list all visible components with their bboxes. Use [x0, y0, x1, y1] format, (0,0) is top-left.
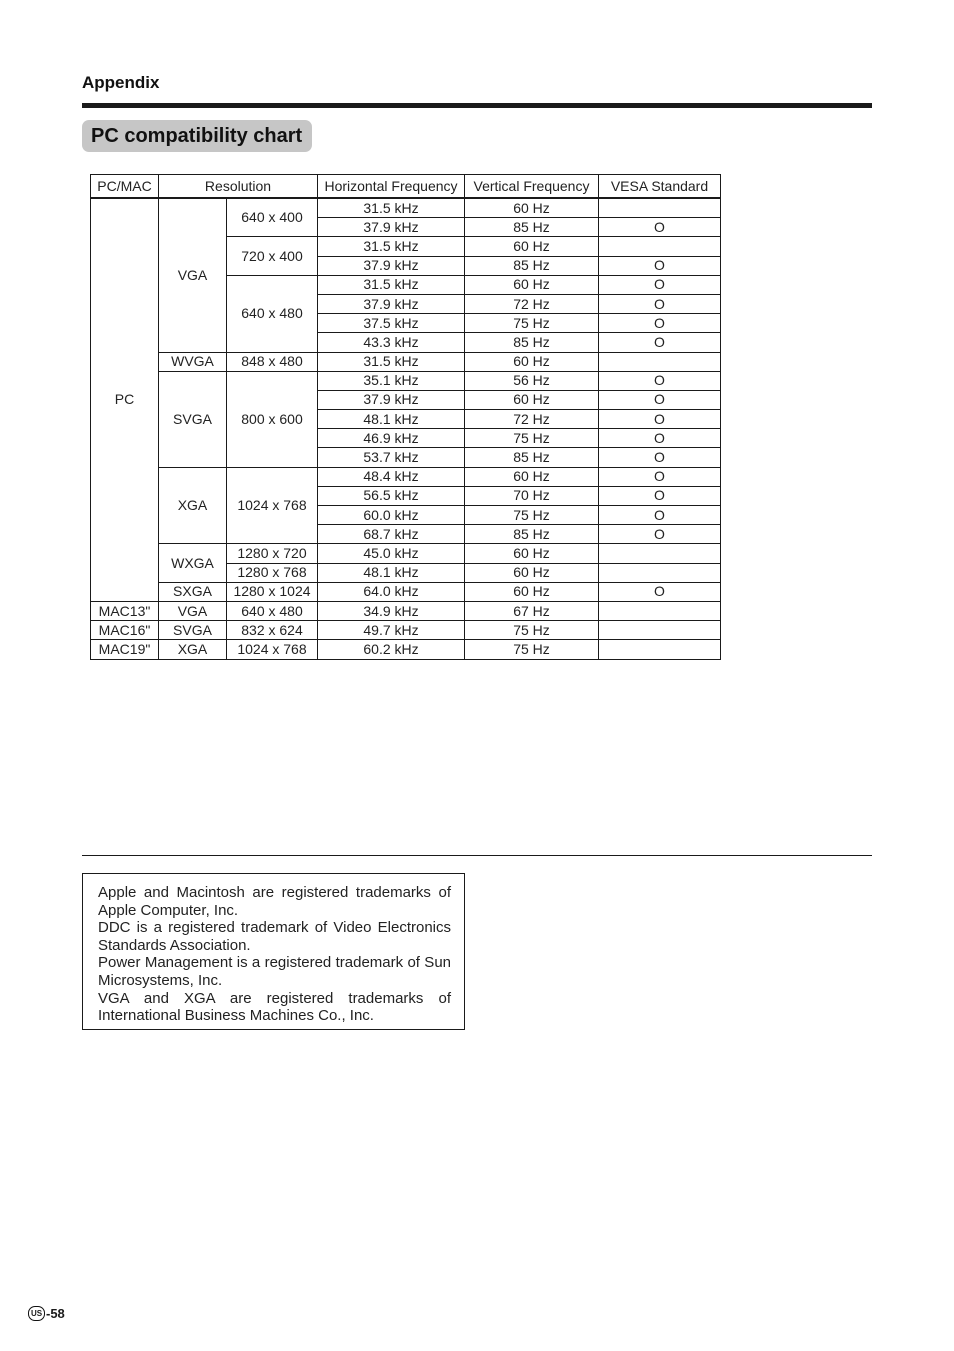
- notice-ddc: DDC is a registered trademark of Video Electronics Standards Association.: [98, 919, 451, 954]
- vertical-frequency-cell: 85 Hz: [465, 218, 599, 237]
- vesa-standard-cell: [599, 640, 721, 659]
- horizontal-frequency-cell: 37.9 kHz: [318, 256, 465, 275]
- vesa-standard-cell: O: [599, 314, 721, 333]
- mode-cell: VGA: [159, 198, 227, 352]
- resolution-cell: 832 x 624: [227, 621, 318, 640]
- resolution-cell: 1280 x 720: [227, 544, 318, 563]
- notice-vga-xga: VGA and XGA are registered trademarks of International Business Machines Co., Inc.: [98, 989, 451, 1025]
- vesa-standard-cell: [599, 544, 721, 563]
- vesa-standard-cell: O: [599, 390, 721, 409]
- vertical-frequency-cell: 85 Hz: [465, 448, 599, 467]
- vesa-standard-cell: O: [599, 218, 721, 237]
- horizontal-frequency-cell: 35.1 kHz: [318, 371, 465, 390]
- page-number-text: -58: [46, 1306, 65, 1321]
- header-horizontal-frequency: Horizontal Frequency: [318, 175, 465, 199]
- table-row: [91, 621, 721, 640]
- table-row: [91, 467, 721, 486]
- machine-cell: MAC19": [91, 640, 159, 659]
- vesa-standard-cell: [599, 563, 721, 582]
- vertical-frequency-cell: 60 Hz: [465, 275, 599, 294]
- table-header-row: [91, 175, 721, 199]
- section-divider: [82, 855, 872, 856]
- horizontal-frequency-cell: 48.1 kHz: [318, 563, 465, 582]
- mode-cell: SVGA: [159, 621, 227, 640]
- vertical-frequency-cell: 75 Hz: [465, 429, 599, 448]
- horizontal-frequency-cell: 45.0 kHz: [318, 544, 465, 563]
- resolution-cell: 1024 x 768: [227, 467, 318, 544]
- vesa-standard-cell: [599, 237, 721, 256]
- table-row: [91, 601, 721, 620]
- resolution-cell: 1024 x 768: [227, 640, 318, 659]
- resolution-cell: 640 x 400: [227, 198, 318, 237]
- machine-cell: MAC13": [91, 601, 159, 620]
- notice-power-management: Power Management is a registered trademark of Sun Microsystems, Inc.: [98, 954, 451, 989]
- vesa-standard-cell: O: [599, 371, 721, 390]
- vesa-standard-cell: O: [599, 410, 721, 429]
- vesa-standard-cell: O: [599, 294, 721, 313]
- table-row: [91, 582, 721, 601]
- vertical-frequency-cell: 85 Hz: [465, 256, 599, 275]
- horizontal-frequency-cell: 34.9 kHz: [318, 601, 465, 620]
- horizontal-frequency-cell: 37.9 kHz: [318, 218, 465, 237]
- resolution-cell: 800 x 600: [227, 371, 318, 467]
- resolution-cell: 1280 x 768: [227, 563, 318, 582]
- vesa-standard-cell: [599, 621, 721, 640]
- section-label: Appendix: [82, 73, 160, 92]
- vesa-standard-cell: O: [599, 486, 721, 505]
- region-badge: US: [28, 1306, 45, 1321]
- machine-cell: PC: [91, 198, 159, 601]
- resolution-cell: 1280 x 1024: [227, 582, 318, 601]
- vesa-standard-cell: [599, 601, 721, 620]
- horizontal-frequency-cell: 31.5 kHz: [318, 275, 465, 294]
- mode-cell: VGA: [159, 601, 227, 620]
- vertical-frequency-cell: 60 Hz: [465, 467, 599, 486]
- horizontal-frequency-cell: 68.7 kHz: [318, 525, 465, 544]
- vesa-standard-cell: O: [599, 448, 721, 467]
- vesa-standard-cell: O: [599, 525, 721, 544]
- mode-cell: XGA: [159, 640, 227, 659]
- resolution-cell: 640 x 480: [227, 601, 318, 620]
- vesa-standard-cell: O: [599, 275, 721, 294]
- header-rule: [82, 103, 872, 108]
- table-row: [91, 371, 721, 390]
- vertical-frequency-cell: 60 Hz: [465, 544, 599, 563]
- horizontal-frequency-cell: 56.5 kHz: [318, 486, 465, 505]
- vesa-standard-cell: [599, 198, 721, 218]
- horizontal-frequency-cell: 31.5 kHz: [318, 198, 465, 218]
- vertical-frequency-cell: 75 Hz: [465, 506, 599, 525]
- horizontal-frequency-cell: 37.9 kHz: [318, 294, 465, 313]
- vertical-frequency-cell: 60 Hz: [465, 563, 599, 582]
- vertical-frequency-cell: 67 Hz: [465, 601, 599, 620]
- table-row: [91, 198, 721, 218]
- page-number: [28, 1306, 65, 1321]
- vertical-frequency-cell: 75 Hz: [465, 621, 599, 640]
- header-vesa-standard: VESA Standard: [599, 175, 721, 199]
- vertical-frequency-cell: 85 Hz: [465, 333, 599, 352]
- horizontal-frequency-cell: 48.4 kHz: [318, 467, 465, 486]
- mode-cell: WXGA: [159, 544, 227, 582]
- horizontal-frequency-cell: 46.9 kHz: [318, 429, 465, 448]
- table-row: [91, 640, 721, 659]
- table-body: [91, 198, 721, 659]
- horizontal-frequency-cell: 64.0 kHz: [318, 582, 465, 601]
- header-resolution: Resolution: [159, 175, 318, 199]
- horizontal-frequency-cell: 49.7 kHz: [318, 621, 465, 640]
- mode-cell: SVGA: [159, 371, 227, 467]
- resolution-cell: 848 x 480: [227, 352, 318, 371]
- horizontal-frequency-cell: 48.1 kHz: [318, 410, 465, 429]
- resolution-cell: 720 x 400: [227, 237, 318, 275]
- vertical-frequency-cell: 72 Hz: [465, 294, 599, 313]
- compatibility-table: [90, 174, 721, 660]
- vesa-standard-cell: O: [599, 429, 721, 448]
- vesa-standard-cell: O: [599, 333, 721, 352]
- mode-cell: SXGA: [159, 582, 227, 601]
- mode-cell: WVGA: [159, 352, 227, 371]
- mode-cell: XGA: [159, 467, 227, 544]
- resolution-cell: 640 x 480: [227, 275, 318, 352]
- vertical-frequency-cell: 85 Hz: [465, 525, 599, 544]
- table-row: [91, 352, 721, 371]
- header-pc-mac: PC/MAC: [91, 175, 159, 199]
- horizontal-frequency-cell: 60.0 kHz: [318, 506, 465, 525]
- vesa-standard-cell: O: [599, 506, 721, 525]
- vesa-standard-cell: [599, 352, 721, 371]
- machine-cell: MAC16": [91, 621, 159, 640]
- vertical-frequency-cell: 60 Hz: [465, 582, 599, 601]
- horizontal-frequency-cell: 60.2 kHz: [318, 640, 465, 659]
- horizontal-frequency-cell: 31.5 kHz: [318, 352, 465, 371]
- trademark-notice: [82, 873, 465, 1030]
- vertical-frequency-cell: 75 Hz: [465, 314, 599, 333]
- horizontal-frequency-cell: 37.5 kHz: [318, 314, 465, 333]
- header-vertical-frequency: Vertical Frequency: [465, 175, 599, 199]
- vertical-frequency-cell: 60 Hz: [465, 198, 599, 218]
- vertical-frequency-cell: 56 Hz: [465, 371, 599, 390]
- vertical-frequency-cell: 72 Hz: [465, 410, 599, 429]
- vertical-frequency-cell: 60 Hz: [465, 237, 599, 256]
- vertical-frequency-cell: 75 Hz: [465, 640, 599, 659]
- horizontal-frequency-cell: 37.9 kHz: [318, 390, 465, 409]
- vertical-frequency-cell: 60 Hz: [465, 390, 599, 409]
- horizontal-frequency-cell: 31.5 kHz: [318, 237, 465, 256]
- page-title: PC compatibility chart: [82, 120, 312, 152]
- vesa-standard-cell: O: [599, 256, 721, 275]
- horizontal-frequency-cell: 53.7 kHz: [318, 448, 465, 467]
- vesa-standard-cell: O: [599, 582, 721, 601]
- vertical-frequency-cell: 60 Hz: [465, 352, 599, 371]
- notice-apple: Apple and Macintosh are registered trademarks of Apple Computer, Inc.: [98, 884, 451, 919]
- table-row: [91, 544, 721, 563]
- horizontal-frequency-cell: 43.3 kHz: [318, 333, 465, 352]
- vesa-standard-cell: O: [599, 467, 721, 486]
- vertical-frequency-cell: 70 Hz: [465, 486, 599, 505]
